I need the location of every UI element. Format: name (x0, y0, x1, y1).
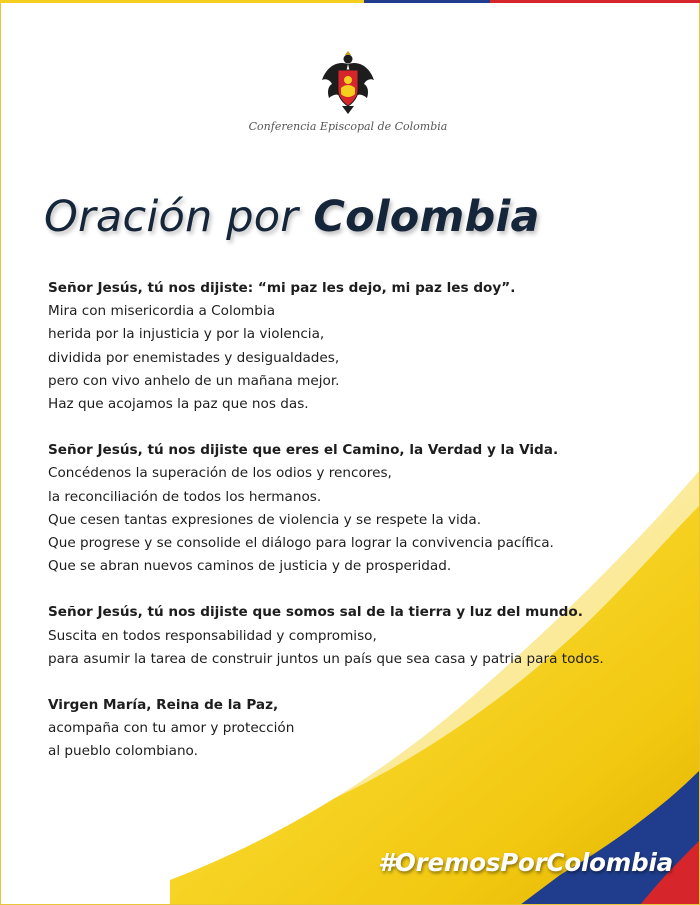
stanza-heading: Virgen María, Reina de la Paz, (48, 697, 279, 714)
stanza-line: Haz que acojamos la paz que nos das. (48, 396, 309, 413)
prayer-stanza (48, 439, 688, 578)
stanza-heading: Señor Jesús, tú nos dijiste: “mi paz les dejo, mi paz les doy”. (48, 280, 516, 296)
title-bold: Colombia (313, 192, 540, 242)
prayer-stanza (48, 694, 688, 764)
title-light: Oración por (44, 192, 299, 242)
prayer-stanza (48, 601, 688, 671)
stanza-line: Suscita en todos responsabilidad y compromiso, (48, 627, 377, 644)
episcopal-coat-of-arms-icon (318, 50, 378, 116)
stanza-line: para asumir la tarea de construir juntos un país que sea casa y patria para todos. (48, 650, 604, 667)
hashtag: #OremosPorColombia (378, 848, 673, 877)
stanza-line: Que progrese y se consolide el diálogo para lograr la convivencia pacífica. (48, 535, 554, 552)
stanza-line: Que cesen tantas expresiones de violencia y se respete la vida. (48, 511, 482, 528)
stanza-line: Mira con misericordia a Colombia (48, 303, 276, 320)
prayer-stanza (48, 277, 688, 416)
stanza-line: dividida por enemistades y desigualdades, (48, 349, 340, 366)
organization-name: Conferencia Episcopal de Colombia (248, 120, 448, 133)
stanza-line: la reconciliación de todos los hermanos. (48, 488, 322, 505)
stanza-line: acompaña con tu amor y protección (48, 720, 295, 737)
flag-top-stripe (0, 0, 700, 3)
stanza-heading: Señor Jesús, tú nos dijiste que eres el Camino, la Verdad y la Vida. (48, 442, 559, 459)
prayer-text (48, 277, 688, 787)
stanza-line: Concédenos la superación de los odios y rencores, (48, 465, 392, 482)
stanza-line: pero con vivo anhelo de un mañana mejor. (48, 372, 340, 389)
stanza-line: Que se abran nuevos caminos de justicia y de prosperidad. (48, 558, 452, 575)
page-title (44, 192, 540, 242)
stanza-heading: Señor Jesús, tú nos dijiste que somos sal de la tierra y luz del mundo. (48, 604, 583, 621)
stanza-line: al pueblo colombiano. (48, 743, 198, 760)
stanza-line: herida por la injusticia y por la violencia, (48, 326, 325, 343)
